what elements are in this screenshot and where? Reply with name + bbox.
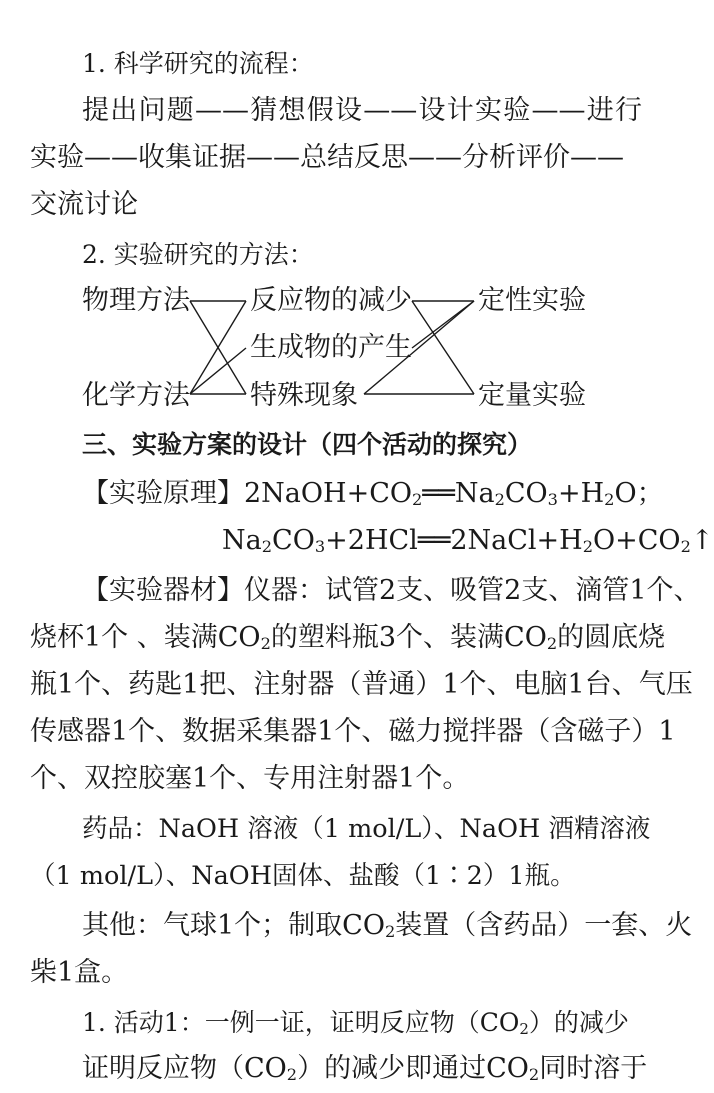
equals-sign: ══ [422, 478, 455, 509]
process-line-1: 提出问题——猜想假设——设计实验——进行 [82, 95, 642, 126]
section-heading-methods: 2. 实验研究的方法： [82, 240, 314, 269]
principle-equation-2: Na2CO3+2HCl══2NaCl+H2O+CO2↑ [222, 525, 714, 556]
activity-1-text: 证明反应物（CO2）的减少即通过CO2同时溶于 [82, 1053, 648, 1084]
evidence-product-generated: 生成物的产生 [250, 332, 412, 363]
evidence-reactant-decrease: 反应物的减少 [250, 285, 412, 316]
method-physical: 物理方法 [82, 285, 190, 316]
process-line-3: 交流讨论 [30, 189, 138, 220]
other-line-1: 其他：气球1个；制取CO2装置（含药品）一套、火 [82, 910, 693, 941]
equipment-line-3: 瓶1个、药匙1把、注射器（普通）1个、电脑1台、气压 [30, 669, 693, 700]
section-heading-design: 三、实验方案的设计（四个活动的探究） [82, 430, 533, 459]
equipment-line-1: 【实验器材】仪器：试管2支、吸管2支、滴管1个、 [82, 575, 701, 606]
principle-label: 【实验原理】 [82, 478, 244, 509]
gas-up-arrow: ↑ [690, 525, 714, 556]
experiment-qualitative: 定性实验 [478, 285, 586, 316]
section-heading-process: 1. 科学研究的流程： [82, 49, 314, 78]
experiment-quantitative: 定量实验 [478, 380, 586, 411]
equipment-line-4: 传感器1个、数据采集器1个、磁力搅拌器（含磁子）1 [30, 716, 676, 747]
evidence-special-phenomenon: 特殊现象 [250, 380, 358, 411]
other-line-2: 柴1盒。 [30, 957, 129, 988]
equipment-label: 【实验器材】 [82, 575, 244, 606]
activity-1-heading: 1. 活动1：一例一证，证明反应物$(CO_2)$的减少 [82, 1008, 629, 1038]
equipment-line-5: 个、双控胶塞1个、专用注射器1个。 [30, 763, 470, 794]
equals-sign: ══ [417, 525, 451, 556]
process-line-2: 实验——收集证据——总结反思——分析评价—— [30, 142, 624, 173]
drugs-line-2: （1 mol/L）、NaOH固体、盐酸（1∶2）1瓶。 [30, 861, 576, 891]
equipment-line-2: 烧杯1个 、装满CO2的塑料瓶3个、装满CO2的圆底烧 [30, 622, 666, 653]
drugs-line-1: 药品：NaOH 溶液（1 mol/L）、NaOH 酒精溶液 [82, 814, 651, 844]
method-chemical: 化学方法 [82, 380, 190, 411]
principle-equation-1: 【实验原理】2NaOH+CO2══Na2CO3+H2O； [82, 478, 664, 509]
